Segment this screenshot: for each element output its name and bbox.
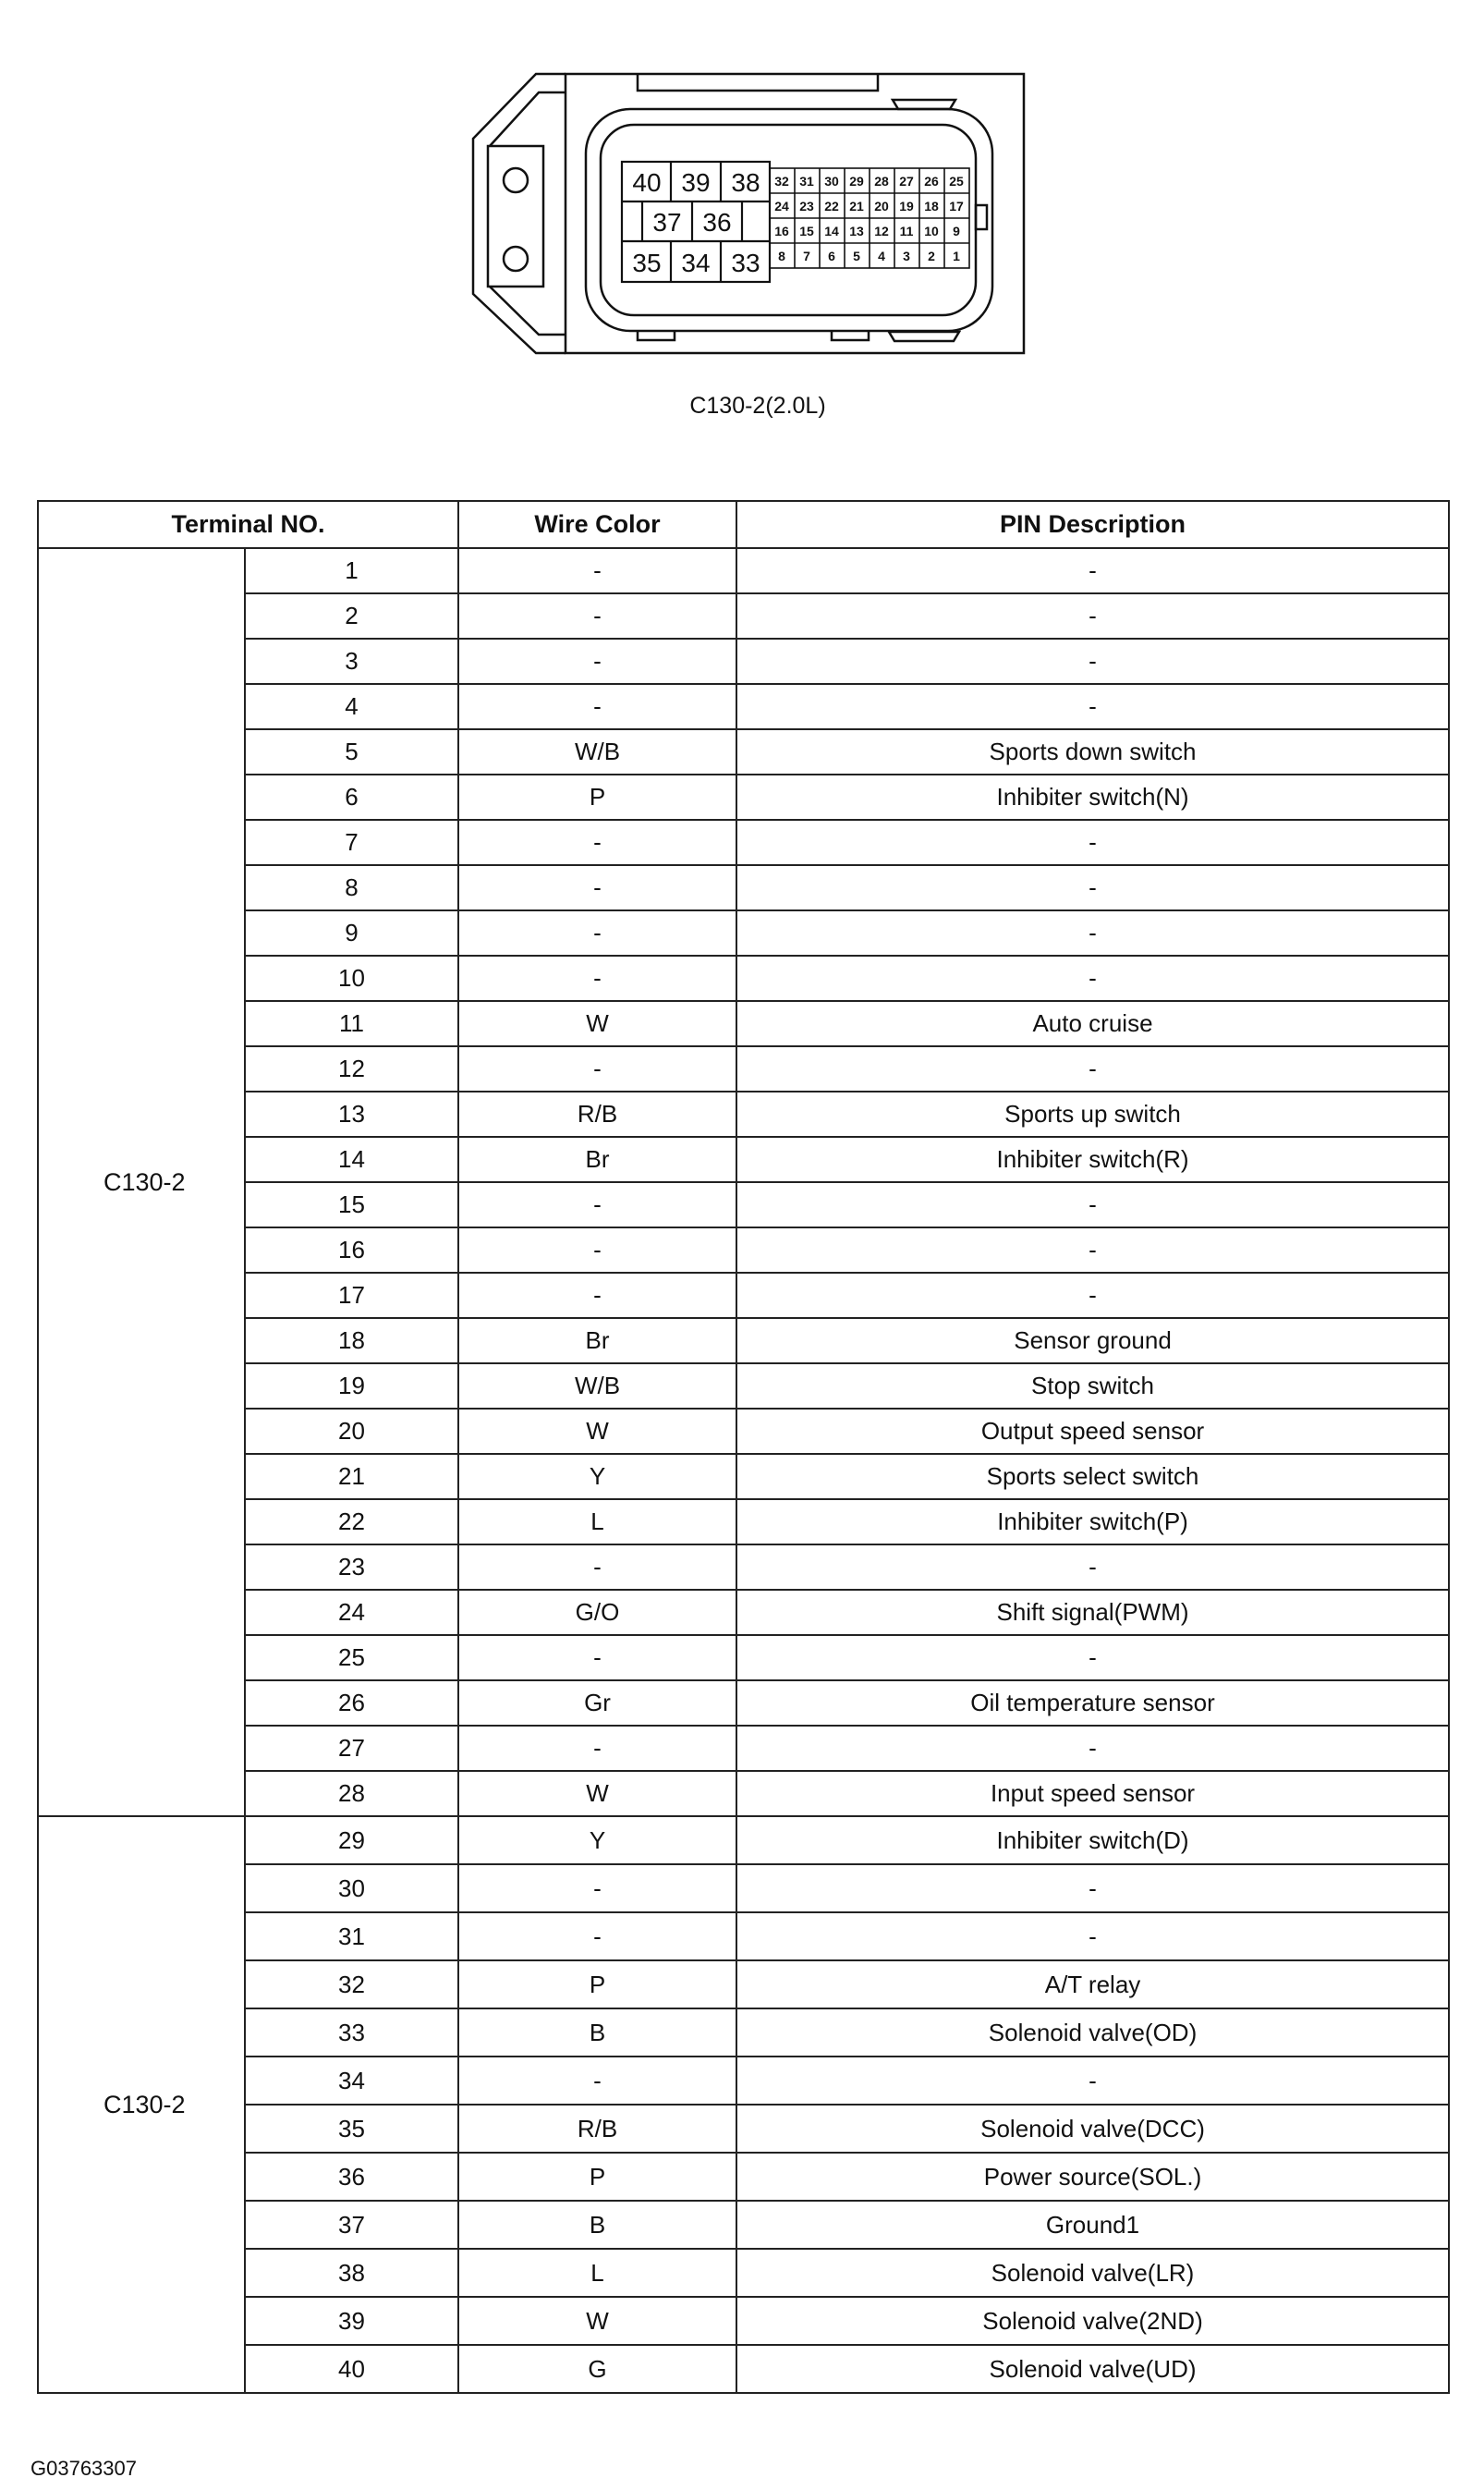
pin-description-cell: - bbox=[736, 1544, 1449, 1590]
pin-description-cell: - bbox=[736, 639, 1449, 684]
table-row bbox=[38, 2345, 1449, 2393]
table-row bbox=[38, 639, 1449, 684]
wire-color-cell: Gr bbox=[458, 1680, 736, 1726]
terminal-number-cell: 14 bbox=[245, 1137, 458, 1182]
table-row bbox=[38, 729, 1449, 775]
terminal-number-cell: 11 bbox=[245, 1001, 458, 1046]
connector-pin-label: 32 bbox=[774, 174, 789, 189]
wire-color-cell: - bbox=[458, 548, 736, 593]
terminal-number-cell: 24 bbox=[245, 1590, 458, 1635]
terminal-number-cell: 19 bbox=[245, 1363, 458, 1409]
wire-color-cell: G/O bbox=[458, 1590, 736, 1635]
wire-color-cell: B bbox=[458, 2008, 736, 2057]
header-wire-color: Wire Color bbox=[458, 501, 736, 548]
wire-color-cell: L bbox=[458, 2249, 736, 2297]
pin-description-cell: Sports up switch bbox=[736, 1092, 1449, 1137]
table-row bbox=[38, 1864, 1449, 1912]
pin-description-cell: Sports down switch bbox=[736, 729, 1449, 775]
pin-description-cell: - bbox=[736, 865, 1449, 910]
connector-pin-label: 14 bbox=[824, 224, 839, 238]
table-row bbox=[38, 1182, 1449, 1227]
pin-description-cell: - bbox=[736, 820, 1449, 865]
wire-color-cell: - bbox=[458, 1227, 736, 1273]
pin-description-cell: Inhibiter switch(P) bbox=[736, 1499, 1449, 1544]
wire-color-cell: W bbox=[458, 2297, 736, 2345]
terminal-number-cell: 35 bbox=[245, 2105, 458, 2153]
pin-description-cell: Inhibiter switch(N) bbox=[736, 775, 1449, 820]
terminal-number-cell: 26 bbox=[245, 1680, 458, 1726]
terminal-number-cell: 28 bbox=[245, 1771, 458, 1816]
pin-description-cell: Output speed sensor bbox=[736, 1409, 1449, 1454]
connector-pin-label: 13 bbox=[849, 224, 864, 238]
terminal-number-cell: 12 bbox=[245, 1046, 458, 1092]
pin-description-cell: - bbox=[736, 910, 1449, 956]
connector-pin-label: 9 bbox=[953, 224, 960, 238]
pin-description-cell: - bbox=[736, 1864, 1449, 1912]
wire-color-cell: - bbox=[458, 1912, 736, 1960]
connector-pin-label: 3 bbox=[903, 249, 910, 263]
terminal-number-cell: 17 bbox=[245, 1273, 458, 1318]
pin-description-cell: Sports select switch bbox=[736, 1454, 1449, 1499]
pin-description-cell: Solenoid valve(OD) bbox=[736, 2008, 1449, 2057]
connector-pin-label: 7 bbox=[803, 249, 810, 263]
wire-color-cell: P bbox=[458, 775, 736, 820]
terminal-number-cell: 40 bbox=[245, 2345, 458, 2393]
wire-color-cell: W bbox=[458, 1771, 736, 1816]
wire-color-cell: B bbox=[458, 2201, 736, 2249]
table-row bbox=[38, 1409, 1449, 1454]
terminal-number-cell: 32 bbox=[245, 1960, 458, 2008]
table-row bbox=[38, 1816, 1449, 1864]
wire-color-cell: - bbox=[458, 1864, 736, 1912]
terminal-number-cell: 34 bbox=[245, 2057, 458, 2105]
table-header-row bbox=[38, 501, 1449, 548]
connector-pin-label: 34 bbox=[681, 249, 711, 277]
table-row bbox=[38, 1046, 1449, 1092]
terminal-number-cell: 20 bbox=[245, 1409, 458, 1454]
terminal-number-cell: 13 bbox=[245, 1092, 458, 1137]
wire-color-cell: - bbox=[458, 1046, 736, 1092]
wire-color-cell: W/B bbox=[458, 729, 736, 775]
terminal-number-cell: 15 bbox=[245, 1182, 458, 1227]
table-row bbox=[38, 956, 1449, 1001]
table-row bbox=[38, 1726, 1449, 1771]
table-row bbox=[38, 1499, 1449, 1544]
table-row bbox=[38, 1137, 1449, 1182]
table-row bbox=[38, 910, 1449, 956]
connector-pin-label: 33 bbox=[731, 249, 760, 277]
pin-description-cell: Input speed sensor bbox=[736, 1771, 1449, 1816]
table-row bbox=[38, 684, 1449, 729]
wire-color-cell: W bbox=[458, 1001, 736, 1046]
connector-pin-label: 28 bbox=[874, 174, 889, 189]
terminal-number-cell: 8 bbox=[245, 865, 458, 910]
table-row bbox=[38, 1092, 1449, 1137]
terminal-number-cell: 37 bbox=[245, 2201, 458, 2249]
table-row bbox=[38, 865, 1449, 910]
header-terminal: Terminal NO. bbox=[38, 501, 458, 548]
connector-pin-label: 18 bbox=[924, 199, 939, 214]
connector-pin-label: 22 bbox=[824, 199, 839, 214]
pin-description-cell: - bbox=[736, 1635, 1449, 1680]
header-pin-description: PIN Description bbox=[736, 501, 1449, 548]
connector-pin-label: 20 bbox=[874, 199, 889, 214]
terminal-number-cell: 10 bbox=[245, 956, 458, 1001]
wire-color-cell: - bbox=[458, 684, 736, 729]
terminal-number-cell: 7 bbox=[245, 820, 458, 865]
connector-pin-label: 36 bbox=[702, 208, 732, 237]
table-row bbox=[38, 2153, 1449, 2201]
connector-pin-label: 38 bbox=[731, 168, 760, 197]
connector-pin-label: 26 bbox=[924, 174, 939, 189]
connector-pin-label: 31 bbox=[799, 174, 814, 189]
table-row bbox=[38, 548, 1449, 593]
wire-color-cell: R/B bbox=[458, 2105, 736, 2153]
connector-pin-label: 12 bbox=[874, 224, 889, 238]
wire-color-cell: R/B bbox=[458, 1092, 736, 1137]
connector-diagram bbox=[0, 0, 1484, 444]
connector-pin-label: 30 bbox=[824, 174, 839, 189]
table-row bbox=[38, 775, 1449, 820]
pin-description-cell: - bbox=[736, 1046, 1449, 1092]
terminal-number-cell: 9 bbox=[245, 910, 458, 956]
table-row bbox=[38, 1318, 1449, 1363]
wire-color-cell: - bbox=[458, 865, 736, 910]
table-row bbox=[38, 2008, 1449, 2057]
wire-color-cell: Br bbox=[458, 1137, 736, 1182]
pin-description-cell: - bbox=[736, 1912, 1449, 1960]
connector-pin-label: 2 bbox=[928, 249, 935, 263]
wire-color-cell: L bbox=[458, 1499, 736, 1544]
table-row bbox=[38, 2057, 1449, 2105]
terminal-number-cell: 31 bbox=[245, 1912, 458, 1960]
connector-pin-label: 8 bbox=[778, 249, 785, 263]
pin-description-cell: - bbox=[736, 2057, 1449, 2105]
pin-description-cell: Inhibiter switch(D) bbox=[736, 1816, 1449, 1864]
table-row bbox=[38, 1680, 1449, 1726]
connector-pin-label: 4 bbox=[878, 249, 885, 263]
terminal-number-cell: 1 bbox=[245, 548, 458, 593]
pin-description-cell: Oil temperature sensor bbox=[736, 1680, 1449, 1726]
wire-color-cell: - bbox=[458, 910, 736, 956]
wire-color-cell: - bbox=[458, 1726, 736, 1771]
connector-pin-label: 27 bbox=[899, 174, 914, 189]
terminal-number-cell: 29 bbox=[245, 1816, 458, 1864]
terminal-number-cell: 27 bbox=[245, 1726, 458, 1771]
pin-description-cell: Solenoid valve(UD) bbox=[736, 2345, 1449, 2393]
terminal-number-cell: 38 bbox=[245, 2249, 458, 2297]
wire-color-cell: P bbox=[458, 1960, 736, 2008]
terminal-number-cell: 22 bbox=[245, 1499, 458, 1544]
figure-code: G03763307 bbox=[30, 2457, 137, 2480]
connector-pin-label: 10 bbox=[924, 224, 939, 238]
table-row bbox=[38, 1544, 1449, 1590]
wire-color-cell: W bbox=[458, 1409, 736, 1454]
terminal-number-cell: 3 bbox=[245, 639, 458, 684]
terminal-number-cell: 25 bbox=[245, 1635, 458, 1680]
pin-description-cell: - bbox=[736, 956, 1449, 1001]
terminal-number-cell: 36 bbox=[245, 2153, 458, 2201]
wire-color-cell: - bbox=[458, 1182, 736, 1227]
pin-description-cell: Stop switch bbox=[736, 1363, 1449, 1409]
table-row bbox=[38, 1363, 1449, 1409]
pin-description-cell: Ground1 bbox=[736, 2201, 1449, 2249]
wire-color-cell: - bbox=[458, 593, 736, 639]
connector-pin-label: 21 bbox=[849, 199, 864, 214]
terminal-number-cell: 4 bbox=[245, 684, 458, 729]
terminal-number-cell: 5 bbox=[245, 729, 458, 775]
table-row bbox=[38, 2297, 1449, 2345]
wire-color-cell: - bbox=[458, 1635, 736, 1680]
connector-pin-label: 35 bbox=[632, 249, 662, 277]
pin-description-cell: Shift signal(PWM) bbox=[736, 1590, 1449, 1635]
terminal-number-cell: 33 bbox=[245, 2008, 458, 2057]
table-row bbox=[38, 820, 1449, 865]
connector-caption: C130-2(2.0L) bbox=[689, 393, 826, 419]
pin-description-cell: Solenoid valve(LR) bbox=[736, 2249, 1449, 2297]
wire-color-cell: - bbox=[458, 820, 736, 865]
pin-description-cell: Auto cruise bbox=[736, 1001, 1449, 1046]
connector-pin-label: 16 bbox=[774, 224, 789, 238]
table-row bbox=[38, 1635, 1449, 1680]
connector-pin-label: 24 bbox=[774, 199, 789, 214]
pin-description-cell: - bbox=[736, 1182, 1449, 1227]
table-row bbox=[38, 1454, 1449, 1499]
connector-pin-label: 25 bbox=[949, 174, 964, 189]
terminal-number-cell: 6 bbox=[245, 775, 458, 820]
terminal-number-cell: 30 bbox=[245, 1864, 458, 1912]
connector-pin-label: 29 bbox=[849, 174, 864, 189]
wire-color-cell: - bbox=[458, 956, 736, 1001]
table-row bbox=[38, 1227, 1449, 1273]
table-row bbox=[38, 1590, 1449, 1635]
wire-color-cell: - bbox=[458, 1273, 736, 1318]
terminal-number-cell: 21 bbox=[245, 1454, 458, 1499]
connector-pin-label: 19 bbox=[899, 199, 914, 214]
pin-description-cell: Power source(SOL.) bbox=[736, 2153, 1449, 2201]
connector-group-label: C130-2 bbox=[38, 1816, 245, 2393]
connector-pin-label: 37 bbox=[652, 208, 682, 237]
table-row bbox=[38, 2201, 1449, 2249]
terminal-number-cell: 23 bbox=[245, 1544, 458, 1590]
table-row bbox=[38, 1960, 1449, 2008]
table-row bbox=[38, 1273, 1449, 1318]
pin-description-cell: Solenoid valve(DCC) bbox=[736, 2105, 1449, 2153]
connector-pin-label: 1 bbox=[953, 249, 960, 263]
table-row bbox=[38, 1912, 1449, 1960]
connector-pin-label: 6 bbox=[828, 249, 835, 263]
pin-description-cell: - bbox=[736, 1726, 1449, 1771]
table-row bbox=[38, 1001, 1449, 1046]
pin-description-cell: Solenoid valve(2ND) bbox=[736, 2297, 1449, 2345]
wire-color-cell: G bbox=[458, 2345, 736, 2393]
pin-description-cell: - bbox=[736, 593, 1449, 639]
connector-pin-label: 39 bbox=[681, 168, 711, 197]
terminal-number-cell: 16 bbox=[245, 1227, 458, 1273]
connector-pin-label: 17 bbox=[949, 199, 964, 214]
mounting-hole-top bbox=[504, 168, 528, 192]
terminal-number-cell: 2 bbox=[245, 593, 458, 639]
wire-color-cell: Br bbox=[458, 1318, 736, 1363]
terminal-number-cell: 18 bbox=[245, 1318, 458, 1363]
connector-pin-label: 15 bbox=[799, 224, 814, 238]
pin-table bbox=[37, 500, 1450, 2394]
connector-pin-label: 5 bbox=[853, 249, 860, 263]
mounting-hole-bottom bbox=[504, 247, 528, 271]
table-row bbox=[38, 2249, 1449, 2297]
pin-description-cell: - bbox=[736, 548, 1449, 593]
wire-color-cell: - bbox=[458, 639, 736, 684]
pin-description-cell: - bbox=[736, 1273, 1449, 1318]
wire-color-cell: W/B bbox=[458, 1363, 736, 1409]
terminal-number-cell: 39 bbox=[245, 2297, 458, 2345]
pin-description-cell: A/T relay bbox=[736, 1960, 1449, 2008]
pin-description-cell: Inhibiter switch(R) bbox=[736, 1137, 1449, 1182]
pin-description-cell: - bbox=[736, 1227, 1449, 1273]
wire-color-cell: Y bbox=[458, 1454, 736, 1499]
connector-pin-label: 40 bbox=[632, 168, 662, 197]
pin-description-cell: Sensor ground bbox=[736, 1318, 1449, 1363]
wire-color-cell: - bbox=[458, 2057, 736, 2105]
table-row bbox=[38, 1771, 1449, 1816]
table-row bbox=[38, 2105, 1449, 2153]
wire-color-cell: P bbox=[458, 2153, 736, 2201]
wire-color-cell: - bbox=[458, 1544, 736, 1590]
connector-pin-label: 11 bbox=[899, 224, 914, 238]
connector-pin-label: 23 bbox=[799, 199, 814, 214]
connector-group-label: C130-2 bbox=[38, 548, 245, 1816]
wire-color-cell: Y bbox=[458, 1816, 736, 1864]
pin-description-cell: - bbox=[736, 684, 1449, 729]
table-row bbox=[38, 593, 1449, 639]
